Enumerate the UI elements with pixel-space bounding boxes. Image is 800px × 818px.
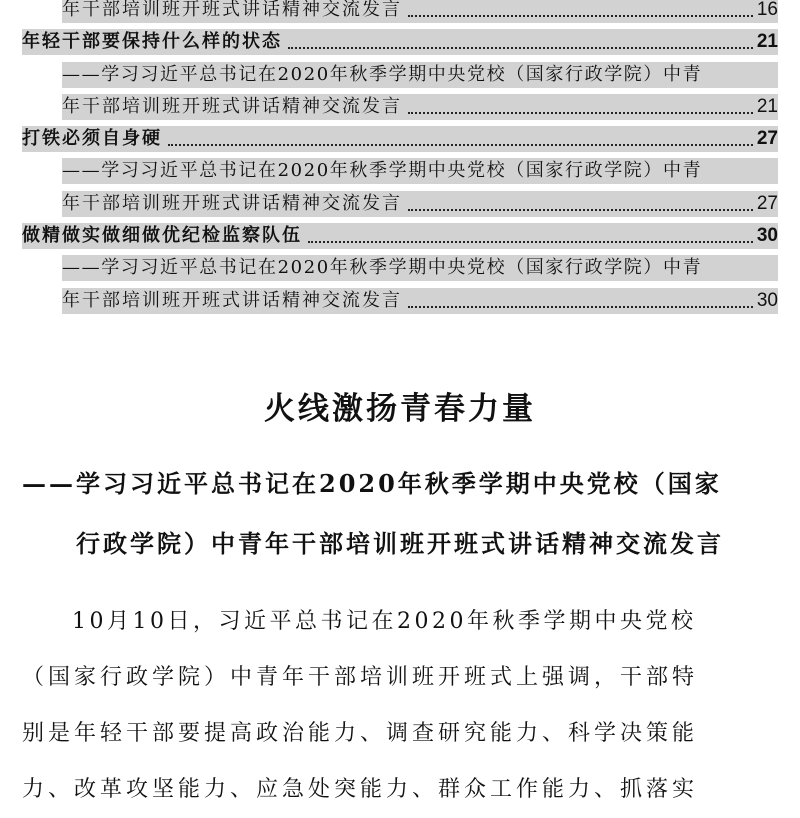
toc-entry[interactable] [62, 255, 778, 281]
toc-entry-text: 年轻干部要保持什么样的状态 [22, 31, 282, 53]
toc-leader-dots [408, 15, 753, 17]
toc-page-number: 27 [756, 128, 778, 150]
toc-entry-text: 做精做实做细做优纪检监察队伍 [22, 225, 302, 247]
toc-entry-text: 年干部培训班开班式讲话精神交流发言 [62, 95, 402, 117]
body-line: 别是年轻干部要提高政治能力、调查研究能力、科学决策能 [22, 721, 699, 746]
toc-page-number: 21 [756, 95, 778, 117]
toc-page-number: 27 [756, 192, 778, 214]
body-line: 10月10日，习近平总书记在2020年秋季学期中央党校 [72, 609, 697, 634]
toc-page-number: 30 [756, 225, 778, 247]
toc-entry-text: ——学习习近平总书记在2020年秋季学期中央党校（国家行政学院）中青 [62, 257, 703, 279]
toc-leader-dots [288, 47, 753, 49]
article-title: 火线激扬青春力量 [264, 391, 536, 427]
toc-entry[interactable] [22, 126, 778, 152]
toc-entry[interactable] [62, 62, 778, 88]
toc-entry[interactable] [62, 94, 778, 120]
toc-leader-dots [308, 241, 753, 243]
toc-entry[interactable] [22, 29, 778, 55]
toc-entry[interactable] [22, 223, 778, 249]
toc-entry-text: 年干部培训班开班式讲话精神交流发言 [62, 0, 402, 20]
toc-entry-text: ——学习习近平总书记在2020年秋季学期中央党校（国家行政学院）中青 [62, 63, 703, 85]
article-subtitle-line-2: 行政学院）中青年干部培训班开班式讲话精神交流发言 [76, 529, 724, 558]
toc-leader-dots [168, 144, 753, 146]
toc-leader-dots [408, 209, 753, 211]
toc-page-number: 30 [756, 289, 778, 311]
toc-entry-text: 年干部培训班开班式讲话精神交流发言 [62, 192, 402, 214]
toc-page-number: 16 [756, 0, 778, 20]
toc-entry-text: 打铁必须自身硬 [22, 128, 162, 150]
article-subtitle-line-1: ——学习习近平总书记在2020年秋季学期中央党校（国家 [22, 469, 722, 498]
toc-entry-text: ——学习习近平总书记在2020年秋季学期中央党校（国家行政学院）中青 [62, 160, 703, 182]
toc-leader-dots [408, 306, 753, 308]
toc-page-number: 21 [756, 31, 778, 53]
table-of-contents [0, 0, 800, 320]
body-line: 力、改革攻坚能力、应急处突能力、群众工作能力、抓落实 [22, 777, 699, 802]
article-body [22, 594, 778, 818]
toc-entry[interactable] [62, 288, 778, 314]
toc-leader-dots [408, 112, 753, 114]
toc-entry-text: 年干部培训班开班式讲话精神交流发言 [62, 289, 402, 311]
toc-entry[interactable] [62, 191, 778, 217]
toc-entry[interactable] [62, 158, 778, 184]
toc-entry[interactable] [62, 0, 778, 23]
body-line: （国家行政学院）中青年干部培训班开班式上强调，干部特 [22, 665, 699, 690]
